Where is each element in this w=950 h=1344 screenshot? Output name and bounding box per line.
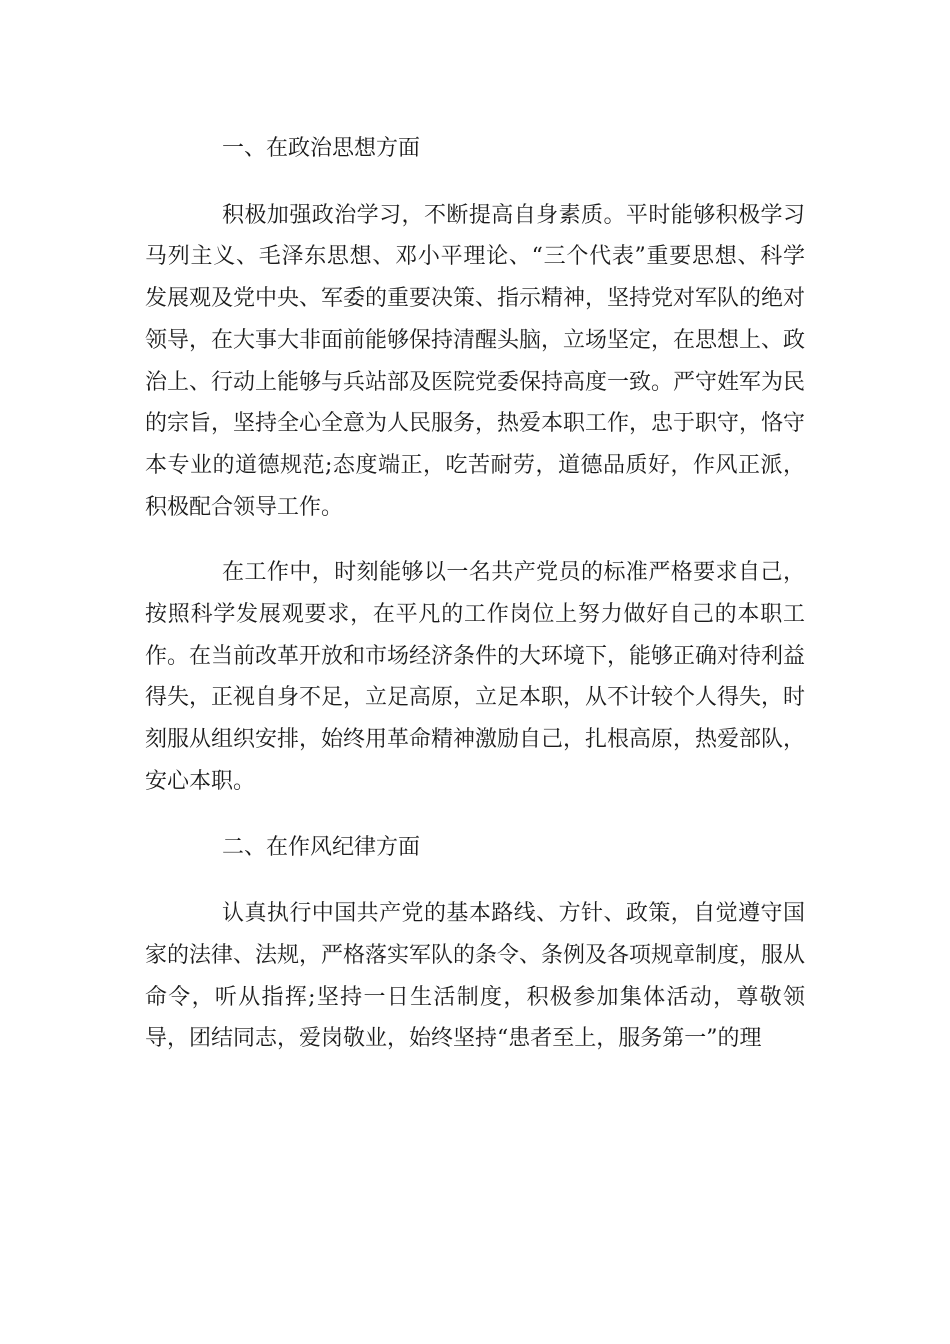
paragraph-work-attitude: 在工作中，时刻能够以一名共产党员的标准严格要求自己，按照科学发展观要求，在平凡的工作岗位上努力做好自己的本职工作。在当前改革开放和市场经济条件的大环境下，能够正确对待利益得失，正视自身不足，立足高原，立足本职，从不计较个人得失，时刻服从组织安排，始终用革命精神激励自己，扎根高原，热爱部队，安心本职。 [145,560,806,794]
section-heading-political: 一、在政治思想方面 [222,136,421,161]
document-body [145,128,805,1084]
paragraph-political-study: 积极加强政治学习，不断提高自身素质。平时能够积极学习马列主义、毛泽东思想、邓小平理论、“三个代表”重要思想、科学发展观及党中央、军委的重要决策、指示精神，坚持党对军队的绝对领导，在大事大非面前能够保持清醒头脑，立场坚定，在思想上、政治上、行动上能够与兵站部及医院党委保持高度一致。严守姓军为民的宗旨，坚持全心全意为人民服务，热爱本职工作，忠于职守，恪守本专业的道德规范;态度端正，吃苦耐劳，道德品质好，作风正派，积极配合领导工作。 [145,202,806,520]
paragraph-discipline: 认真执行中国共产党的基本路线、方针、政策，自觉遵守国家的法律、法规，严格落实军队的条令、条例及各项规章制度，服从命令，听从指挥;坚持一日生活制度，积极参加集体活动，尊敬领导，团结同志，爱岗敬业，始终坚持“患者至上，服务第一”的理 [145,901,806,1052]
section-heading-discipline: 二、在作风纪律方面 [222,834,421,860]
